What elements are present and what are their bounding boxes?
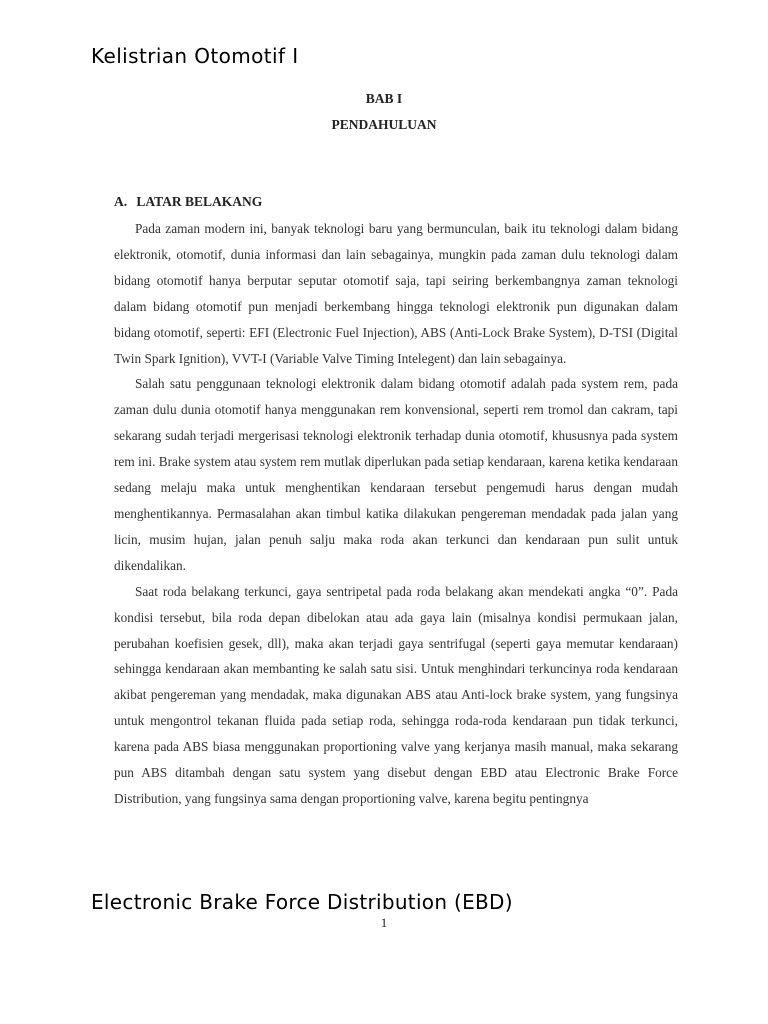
document-footer-title: Electronic Brake Force Distribution (EBD) <box>91 890 513 914</box>
chapter-title: PENDAHULUAN <box>331 117 437 132</box>
chapter-number: BAB I <box>365 91 403 106</box>
body-text <box>114 216 678 812</box>
paragraph: Pada zaman modern ini, banyak teknologi baru yang bermunculan, baik itu teknologi dalam bidang elektronik, otomotif, dunia informasi dan lain sebagainya, mungkin pada zaman dulu teknologi dalam bidang otomotif hanya berputar seputar otomotif saja, tapi seiring berkembangnya zaman teknologi dalam bidang otomotif pun menjadi berkembang hingga teknologi elektronik pun digunakan dalam bidang otomotif, seperti: EFI (Electronic Fuel Injection), ABS (Anti-Lock Brake System), D-TSI (Digital Twin Spark Ignition), VVT-I (Variable Valve Timing Intelegent) dan lain sebagainya. <box>114 221 678 366</box>
section-title: LATAR BELAKANG <box>136 194 263 209</box>
paragraph: Salah satu penggunaan teknologi elektronik dalam bidang otomotif adalah pada system rem, pada zaman dulu dunia otomotif hanya menggunakan rem konvensional, seperti rem tromol dan cakram, tapi sekarang sudah terjadi mergerisasi teknologi elektronik terhadap dunia otomotif, khususnya pada system rem ini. Brake system atau system rem mutlak diperlukan pada setiap kendaraan, karena ketika kendaraan sedang melaju maka untuk menghentikan kendaraan tersebut pengemudi harus dengan mudah menghentikannya. Permasalahan akan timbul katika dilakukan pengereman mendadak pada jalan yang licin, musim hujan, jalan penuh salju maka roda akan terkunci dan kendaraan pun sulit untuk dikendalikan. <box>114 376 678 573</box>
document-header-title: Kelistrian Otomotif I <box>91 44 299 68</box>
section-label: A. <box>114 194 128 209</box>
section-heading <box>114 194 262 210</box>
page-number: 1 <box>380 915 388 930</box>
paragraph: Saat roda belakang terkunci, gaya sentripetal pada roda belakang akan mendekati angka “0”. Pada kondisi tersebut, bila roda depan dibelokan atau ada gaya lain (misalnya kondisi permukaan jalan, perubahan koefisien gesek, dll), maka akan terjadi gaya sentrifugal (seperti gaya memutar kendaraan) sehingga kendaraan akan membanting ke salah satu sisi. Untuk menghindari terkuncinya roda kendaraan akibat pengereman yang mendadak, maka digunakan ABS atau Anti-lock brake system, yang fungsinya untuk mengontrol tekanan fluida pada setiap roda, sehingga roda-roda kendaraan pun tidak terkunci, karena pada ABS biasa menggunakan proportioning valve yang kerjanya masih manual, maka sekarang pun ABS ditambah dengan satu system yang disebut dengan EBD atau Electronic Brake Force Distribution, yang fungsinya sama dengan proportioning valve, karena begitu pentingnya <box>114 583 678 806</box>
